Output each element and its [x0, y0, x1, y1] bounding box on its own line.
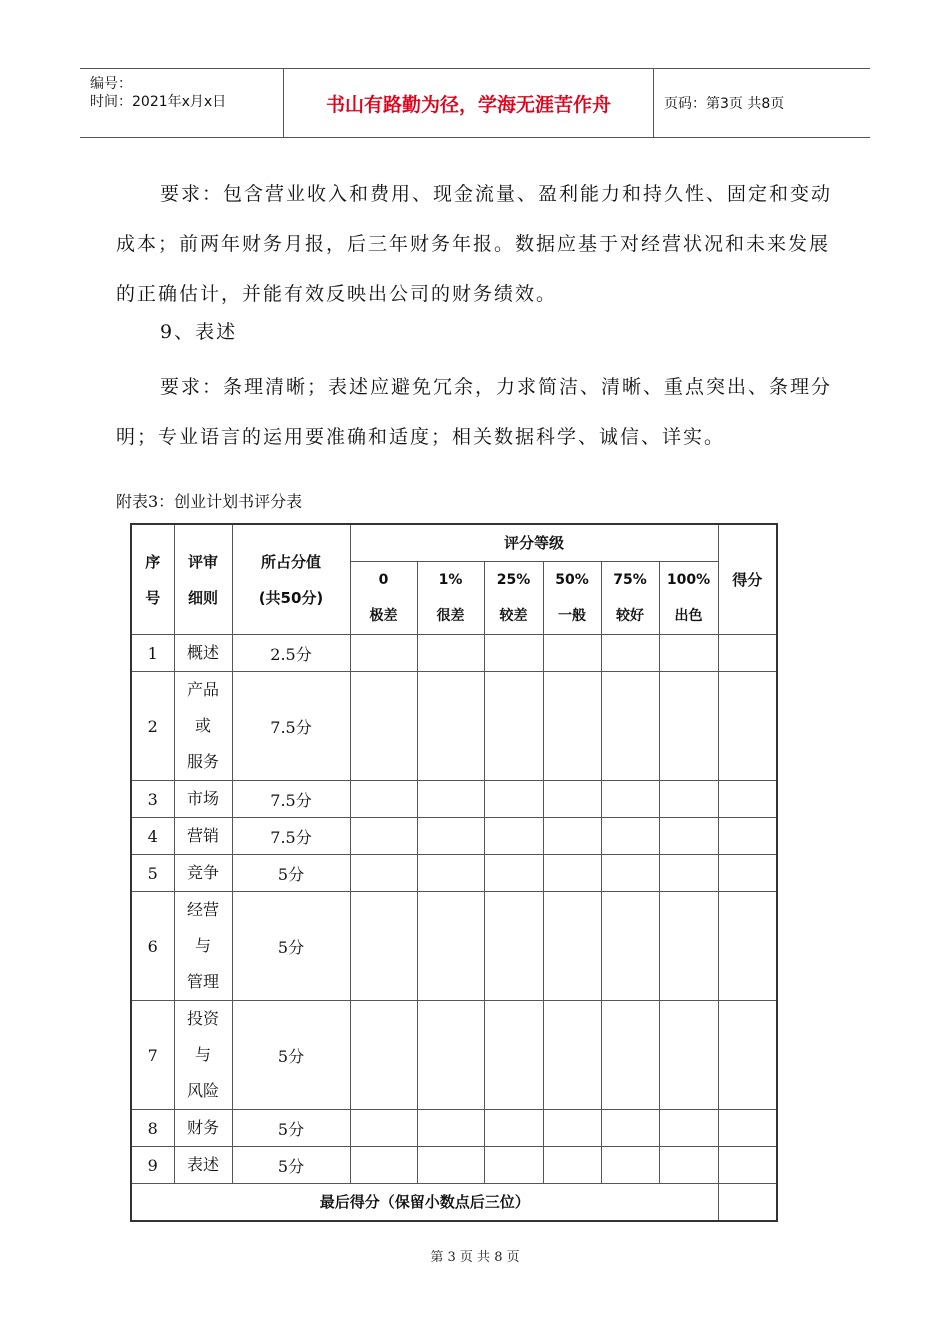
- header-motto: 书山有路勤为径，学海无涯苦作舟: [284, 69, 654, 137]
- row-item-line: 表述: [186, 1155, 219, 1174]
- row-item-line: 产品: [186, 680, 219, 699]
- row-item-line: 服务: [186, 752, 219, 771]
- row-item: [174, 672, 232, 781]
- table-row: [131, 1147, 777, 1184]
- grade-cell[interactable]: [601, 1001, 659, 1110]
- score-table: [130, 523, 778, 1222]
- finance-requirement: 要求：包含营业收入和费用、现金流量、盈利能力和持久性、固定和变动成本；前两年财务月报，后三年财务年报。数据应基于对经营状况和未来发展的正确估计，并能有效反映出公司的财务绩效。: [116, 183, 833, 305]
- grade-cell[interactable]: [601, 1147, 659, 1184]
- grade-cell[interactable]: [601, 818, 659, 855]
- grade-cell[interactable]: [417, 818, 484, 855]
- header-page-label: [664, 69, 784, 137]
- level-label: 很差: [436, 608, 465, 624]
- header-item-line1: 评审: [187, 552, 218, 571]
- header-seq-line1: 序: [145, 552, 161, 571]
- final-row: [131, 1184, 777, 1222]
- grade-cell[interactable]: [543, 781, 601, 818]
- grade-cell[interactable]: [484, 1001, 543, 1110]
- grade-cell[interactable]: [350, 635, 417, 672]
- grade-cell[interactable]: [543, 892, 601, 1001]
- grade-cell[interactable]: [659, 635, 718, 672]
- level-header: [350, 562, 417, 635]
- row-weight: 5分: [232, 1001, 350, 1110]
- row-item-line: 与: [194, 936, 211, 955]
- grade-cell[interactable]: [659, 781, 718, 818]
- header-seq-line2: 号: [145, 588, 161, 607]
- level-header: [543, 562, 601, 635]
- table-row: [131, 892, 777, 1001]
- grade-cell[interactable]: [484, 672, 543, 781]
- table-row: [131, 672, 777, 781]
- table-row: [131, 855, 777, 892]
- grade-cell[interactable]: [350, 1147, 417, 1184]
- grade-cell[interactable]: [601, 1110, 659, 1147]
- header-item-line2: 细则: [187, 588, 218, 607]
- grade-cell[interactable]: [601, 855, 659, 892]
- grade-cell[interactable]: [350, 1001, 417, 1110]
- level-label: 极差: [369, 608, 398, 624]
- row-item-line: 市场: [186, 789, 219, 808]
- header-score: 得分: [718, 524, 777, 635]
- score-cell[interactable]: [718, 1001, 777, 1110]
- score-cell[interactable]: [718, 1147, 777, 1184]
- grade-cell[interactable]: [417, 855, 484, 892]
- grade-cell[interactable]: [484, 781, 543, 818]
- row-item-line: 管理: [186, 972, 219, 991]
- row-item-line: 财务: [186, 1118, 219, 1137]
- grade-cell[interactable]: [417, 1147, 484, 1184]
- footer-text: 第 3 页 共 8 页: [430, 1250, 520, 1265]
- level-header: [484, 562, 543, 635]
- row-number: 3: [131, 781, 174, 818]
- table-caption: 附表3：创业计划书评分表: [116, 492, 303, 511]
- row-weight: 5分: [232, 1110, 350, 1147]
- grade-cell[interactable]: [659, 1110, 718, 1147]
- final-score-label: 最后得分（保留小数点后三位）: [131, 1184, 718, 1222]
- header-seq: [131, 524, 174, 635]
- row-item-line: 或: [194, 716, 211, 735]
- score-cell[interactable]: [718, 892, 777, 1001]
- row-item: [174, 1110, 232, 1147]
- row-item-line: 与: [194, 1045, 211, 1064]
- row-weight: 7.5分: [232, 781, 350, 818]
- row-item: [174, 892, 232, 1001]
- table-row: [131, 781, 777, 818]
- grade-cell[interactable]: [350, 781, 417, 818]
- grade-cell[interactable]: [484, 1110, 543, 1147]
- date-label: 时间：2021年x月x日: [90, 94, 227, 110]
- grade-cell[interactable]: [601, 635, 659, 672]
- level-pct: 25%: [496, 572, 531, 588]
- grade-cell[interactable]: [659, 892, 718, 1001]
- score-cell[interactable]: [718, 818, 777, 855]
- grade-cell[interactable]: [417, 781, 484, 818]
- row-number: 5: [131, 855, 174, 892]
- grade-cell[interactable]: [350, 855, 417, 892]
- grade-cell[interactable]: [659, 1147, 718, 1184]
- grade-cell[interactable]: [543, 635, 601, 672]
- row-weight: 5分: [232, 892, 350, 1001]
- score-cell[interactable]: [718, 855, 777, 892]
- grade-cell[interactable]: [659, 1001, 718, 1110]
- grade-cell[interactable]: [543, 855, 601, 892]
- grade-cell[interactable]: [484, 635, 543, 672]
- grade-cell[interactable]: [659, 818, 718, 855]
- grade-cell[interactable]: [350, 818, 417, 855]
- row-number: 7: [131, 1001, 174, 1110]
- grade-cell[interactable]: [543, 1110, 601, 1147]
- grade-cell[interactable]: [543, 1147, 601, 1184]
- row-number: 9: [131, 1147, 174, 1184]
- header-grade: 评分等级: [350, 524, 718, 562]
- level-header: [417, 562, 484, 635]
- row-number: 6: [131, 892, 174, 1001]
- number-label: 编号：: [90, 76, 132, 92]
- row-item-line: 经营: [186, 900, 219, 919]
- grade-cell[interactable]: [350, 1110, 417, 1147]
- header-page-text: 页码：第3页 共8页: [664, 96, 785, 112]
- level-label: 较差: [499, 608, 528, 624]
- table-row: [131, 635, 777, 672]
- level-pct: 0: [378, 572, 389, 588]
- row-item: [174, 1001, 232, 1110]
- grade-cell[interactable]: [417, 1001, 484, 1110]
- score-cell[interactable]: [718, 635, 777, 672]
- row-number: 2: [131, 672, 174, 781]
- level-pct: 100%: [666, 572, 711, 588]
- row-weight: 7.5分: [232, 672, 350, 781]
- grade-cell[interactable]: [543, 1001, 601, 1110]
- grade-cell[interactable]: [484, 818, 543, 855]
- table-row: [131, 1001, 777, 1110]
- row-item-line: 竞争: [186, 863, 219, 882]
- row-item: [174, 635, 232, 672]
- row-number: 8: [131, 1110, 174, 1147]
- table-row: [131, 1110, 777, 1147]
- level-label: 较好: [616, 608, 644, 624]
- grade-cell[interactable]: [417, 635, 484, 672]
- grade-cell[interactable]: [601, 781, 659, 818]
- level-header: [659, 562, 718, 635]
- level-header: [601, 562, 659, 635]
- expression-requirement: 要求：条理清晰；表述应避免冗余，力求简洁、清晰、重点突出、条理分明；专业语言的运用要准确和适度；相关数据科学、诚信、详实。: [116, 376, 833, 448]
- grade-cell[interactable]: [484, 1147, 543, 1184]
- score-cell[interactable]: [718, 1110, 777, 1147]
- grade-cell[interactable]: [659, 672, 718, 781]
- page-header: [80, 68, 870, 138]
- grade-cell[interactable]: [543, 672, 601, 781]
- row-item: [174, 1147, 232, 1184]
- final-score-cell[interactable]: [718, 1184, 777, 1222]
- row-item-line: 风险: [186, 1081, 219, 1100]
- grade-cell[interactable]: [417, 1110, 484, 1147]
- grade-cell[interactable]: [601, 672, 659, 781]
- row-item-line: 投资: [186, 1009, 219, 1028]
- header-meta: [80, 69, 284, 137]
- level-pct: 50%: [555, 572, 589, 588]
- section-9-title: 9、表述: [160, 321, 238, 343]
- row-item-line: 概述: [186, 643, 219, 662]
- level-pct: 75%: [613, 572, 647, 588]
- grade-cell[interactable]: [417, 892, 484, 1001]
- grade-cell[interactable]: [659, 855, 718, 892]
- header-weight-line1: 所占分值: [260, 552, 321, 571]
- row-item: [174, 855, 232, 892]
- row-weight: 5分: [232, 855, 350, 892]
- grade-cell[interactable]: [484, 855, 543, 892]
- table-body: [131, 635, 777, 1222]
- row-number: 4: [131, 818, 174, 855]
- level-label: 出色: [674, 608, 703, 624]
- row-item: [174, 781, 232, 818]
- grade-cell[interactable]: [601, 892, 659, 1001]
- grade-cell[interactable]: [484, 892, 543, 1001]
- level-pct: 1%: [438, 572, 463, 588]
- row-item: [174, 818, 232, 855]
- row-weight: 2.5分: [232, 635, 350, 672]
- page-footer: [0, 1246, 950, 1265]
- header-weight: [232, 524, 350, 635]
- row-weight: 5分: [232, 1147, 350, 1184]
- score-cell[interactable]: [718, 781, 777, 818]
- row-number: 1: [131, 635, 174, 672]
- row-item-line: 营销: [186, 826, 219, 845]
- table-row: [131, 818, 777, 855]
- grade-cell[interactable]: [417, 672, 484, 781]
- header-weight-line2: (共50分): [258, 588, 324, 607]
- header-item: [174, 524, 232, 635]
- row-weight: 7.5分: [232, 818, 350, 855]
- grade-cell[interactable]: [543, 818, 601, 855]
- level-label: 一般: [558, 608, 586, 624]
- score-cell[interactable]: [718, 672, 777, 781]
- grade-cell[interactable]: [350, 892, 417, 1001]
- grade-cell[interactable]: [350, 672, 417, 781]
